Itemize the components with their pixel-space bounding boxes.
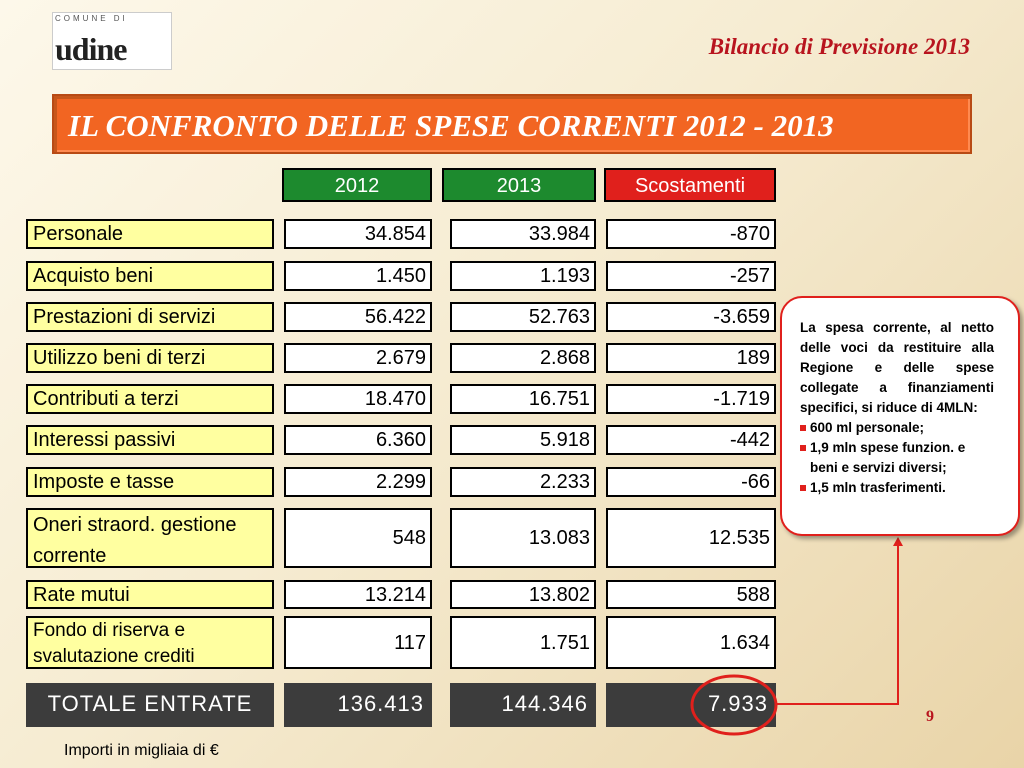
cell-personale-diff: -870	[606, 219, 776, 249]
cell-utilizzo-beni-terzi-2013: 2.868	[450, 343, 596, 373]
row-label-fondo-riserva	[26, 616, 274, 669]
note-bullet-spese-funzionamento: 1,9 mln spese funzion. e beni e servizi diversi;	[800, 438, 994, 478]
row-label-acquisto-beni: Acquisto beni	[26, 261, 274, 291]
cell-fondo-riserva-2013: 1.751	[450, 616, 596, 669]
comune-udine-logo	[52, 12, 172, 70]
row-label-imposte-tasse: Imposte e tasse	[26, 467, 274, 497]
page-number: 9	[926, 708, 934, 725]
column-header-2012: 2012	[282, 168, 432, 202]
document-subtitle: Bilancio di Previsione 2013	[708, 34, 970, 59]
cell-imposte-tasse-2012: 2.299	[284, 467, 432, 497]
row-label-personale: Personale	[26, 219, 274, 249]
cell-fondo-riserva-2012: 117	[284, 616, 432, 669]
row-label-oneri-line2: corrente	[33, 545, 107, 567]
cell-acquisto-beni-diff: -257	[606, 261, 776, 291]
connector-line	[776, 544, 898, 704]
row-label-fondo-line1: Fondo di riserva e	[33, 620, 186, 641]
total-2012: 136.413	[284, 683, 432, 727]
note-bullet-list	[800, 418, 994, 498]
cell-oneri-straordinari-2013: 13.083	[450, 508, 596, 568]
note-intro: La spesa corrente, al netto delle voci da restituire alla Regione e delle spese collegate a finanziamenti specifici, si riduce di 4MLN:	[800, 320, 994, 415]
column-header-2013: 2013	[442, 168, 596, 202]
cell-personale-2013: 33.984	[450, 219, 596, 249]
note-bullet-personale: 600 ml personale;	[800, 418, 994, 438]
logo-top-text: COMUNE DI	[55, 14, 128, 23]
cell-personale-2012: 34.854	[284, 219, 432, 249]
cell-prestazioni-servizi-2013: 52.763	[450, 302, 596, 332]
row-label-oneri-straordinari	[26, 508, 274, 568]
cell-oneri-straordinari-diff: 12.535	[606, 508, 776, 568]
cell-acquisto-beni-2012: 1.450	[284, 261, 432, 291]
cell-fondo-riserva-diff: 1.634	[606, 616, 776, 669]
cell-contributi-terzi-2012: 18.470	[284, 384, 432, 414]
cell-interessi-passivi-2012: 6.360	[284, 425, 432, 455]
row-label-prestazioni-servizi: Prestazioni di servizi	[26, 302, 274, 332]
page-title: IL CONFRONTO DELLE SPESE CORRENTI 2012 - 2013	[68, 108, 834, 143]
total-diff: 7.933	[606, 683, 776, 727]
cell-prestazioni-servizi-diff: -3.659	[606, 302, 776, 332]
cell-interessi-passivi-2013: 5.918	[450, 425, 596, 455]
row-label-oneri-line1: Oneri straord. gestione	[33, 514, 237, 536]
cell-interessi-passivi-diff: -442	[606, 425, 776, 455]
note-bullet-trasferimenti: 1,5 mln trasferimenti.	[800, 478, 994, 498]
arrow-head-icon	[893, 537, 903, 546]
cell-utilizzo-beni-terzi-2012: 2.679	[284, 343, 432, 373]
row-label-rate-mutui: Rate mutui	[26, 580, 274, 609]
row-label-contributi-terzi: Contributi a terzi	[26, 384, 274, 414]
row-label-utilizzo-beni-terzi: Utilizzo beni di terzi	[26, 343, 274, 373]
row-label-interessi-passivi: Interessi passivi	[26, 425, 274, 455]
cell-utilizzo-beni-terzi-diff: 189	[606, 343, 776, 373]
cell-acquisto-beni-2013: 1.193	[450, 261, 596, 291]
cell-rate-mutui-diff: 588	[606, 580, 776, 609]
cell-imposte-tasse-2013: 2.233	[450, 467, 596, 497]
column-header-scostamenti: Scostamenti	[604, 168, 776, 202]
footer-units-note: Importi in migliaia di €	[64, 742, 219, 759]
cell-rate-mutui-2013: 13.802	[450, 580, 596, 609]
total-2013: 144.346	[450, 683, 596, 727]
cell-imposte-tasse-diff: -66	[606, 467, 776, 497]
cell-prestazioni-servizi-2012: 56.422	[284, 302, 432, 332]
total-label: TOTALE ENTRATE	[26, 683, 274, 727]
cell-oneri-straordinari-2012: 548	[284, 508, 432, 568]
cell-contributi-terzi-2013: 16.751	[450, 384, 596, 414]
callout-note	[780, 296, 1020, 536]
cell-contributi-terzi-diff: -1.719	[606, 384, 776, 414]
cell-rate-mutui-2012: 13.214	[284, 580, 432, 609]
row-label-fondo-line2: svalutazione crediti	[33, 646, 195, 667]
logo-word: udine	[55, 31, 127, 67]
title-banner	[52, 94, 972, 154]
